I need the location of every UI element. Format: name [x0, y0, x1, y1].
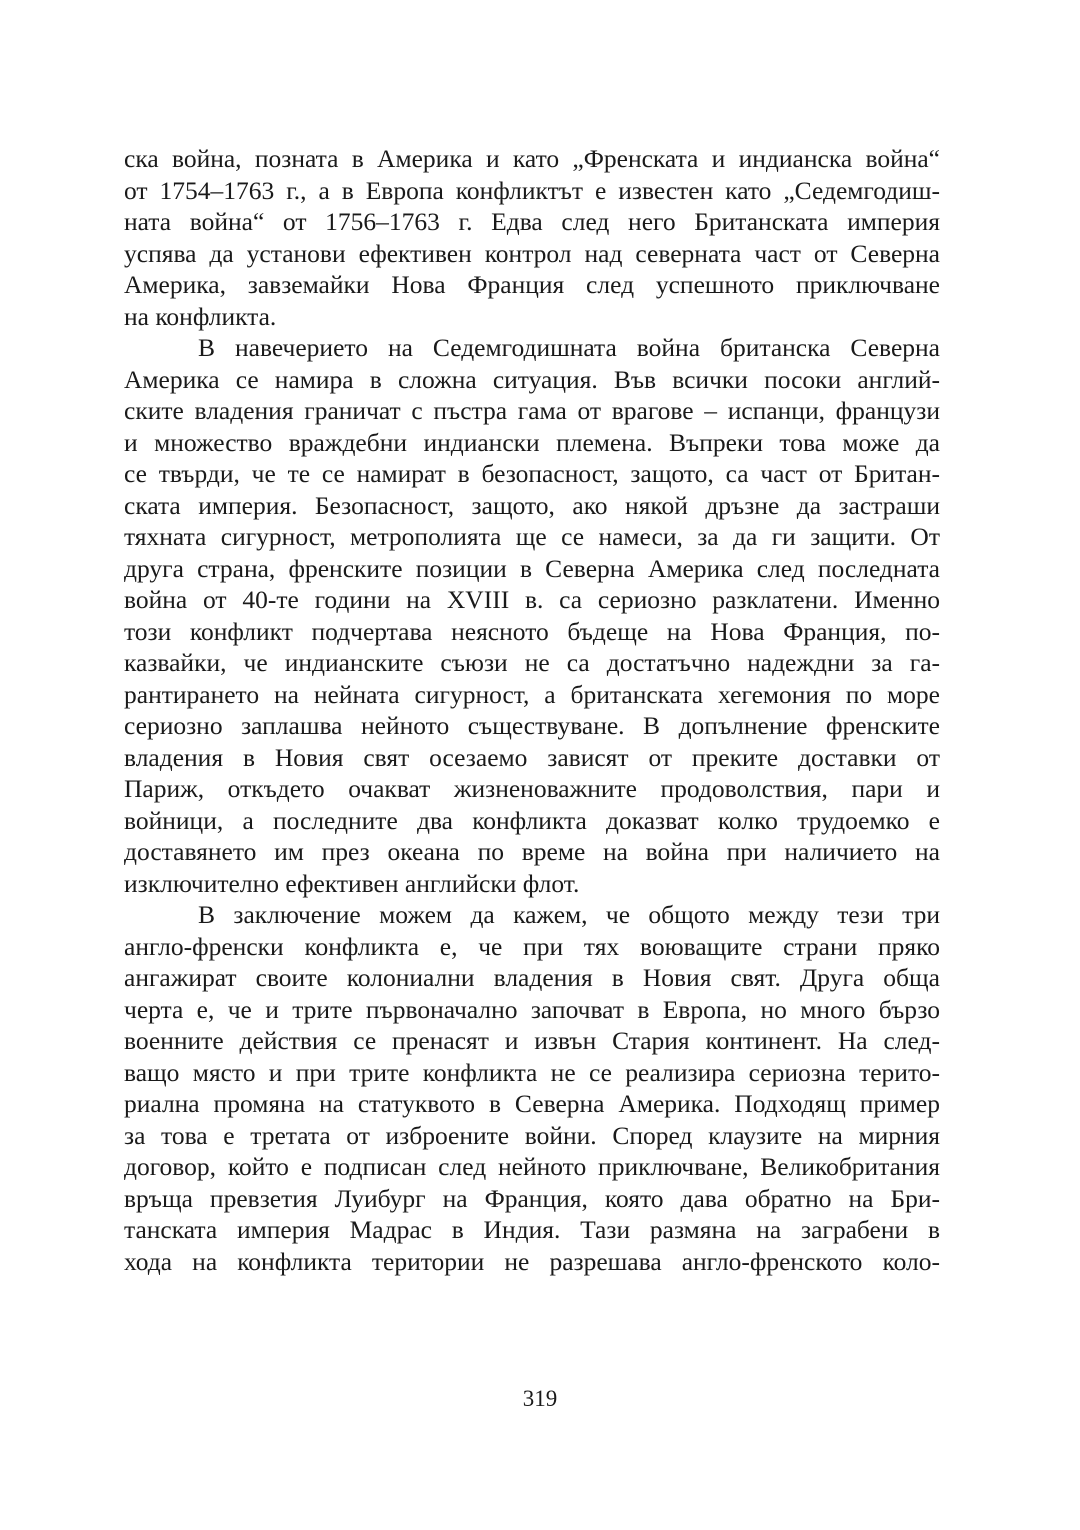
text-line: военните действия се пренасят и извън Стария континент. На след- [124, 1026, 940, 1055]
text-line: война от 40-те години на XVIII в. са сериозно разклатени. Именно [124, 585, 940, 614]
text-line: ангажират своите колониални владения в Новия свят. Друга обща [124, 963, 940, 992]
text-line: и множество враждебни индиански племена. Въпреки това може да [124, 427, 940, 457]
text-line: успява да установи ефективен контрол над северната част от Северна [124, 238, 940, 268]
text-line: изключително ефективен английски флот. [124, 868, 580, 898]
text-line: Париж, откъдето очакват жизненоважните продоволствия, пари и [124, 774, 940, 803]
body-text [124, 143, 940, 1277]
text-line: ващо място и при трите конфликта не се реализира сериозна терито- [124, 1057, 940, 1087]
text-line: доставянето им през океана по време на война при наличието на [124, 837, 940, 866]
text-line: ната война“ от 1756–1763 г. Едва след него Британската империя [124, 207, 940, 236]
text-line: Америка, завземайки Нова Франция след успешното приключване [124, 270, 940, 299]
text-line: рантирането на нейната сигурност, а британската хегемония по море [124, 679, 940, 709]
text-line: от 1754–1763 г., а в Европа конфликтът е известен като „Седемгодиш- [124, 175, 940, 205]
text-line: казвайки, че индианските съюзи не са достатъчно надеждни за га- [124, 648, 940, 677]
text-line: този конфликт подчертава неясното бъдеще на Нова Франция, по- [124, 616, 940, 646]
text-line: войници, а последните два конфликта доказват колко трудоемко е [124, 805, 940, 835]
text-line: танската империя Мадрас в Индия. Тази размяна на заграбени в [124, 1215, 940, 1244]
text-line: на конфликта. [124, 301, 277, 331]
text-line: сериозно заплашва нейното съществуване. В допълнение френските [124, 711, 940, 740]
text-line: черта е, че и трите първоначално започват в Европа, но много бързо [124, 994, 940, 1024]
text-line: ска война, позната в Америка и като „Френската и индианска война“ [124, 144, 940, 173]
text-line: Америка се намира в сложна ситуация. Във всички посоки англий- [124, 364, 940, 394]
text-line: риална промяна на статуквото в Северна Америка. Подходящ пример [124, 1089, 940, 1118]
text-line: договор, който е подписан след нейното приключване, Великобритания [124, 1152, 940, 1181]
text-line: хода на конфликта територии не разрешава англо-френското коло- [124, 1246, 940, 1276]
text-line: друга страна, френските позиции в Северна Америка след последната [124, 553, 940, 583]
page-number: 319 [522, 1386, 558, 1411]
text-line: се твърди, че те се намират в безопасност, защото, са част от Британ- [124, 459, 940, 488]
paragraph-first-line: В заключение можем да кажем, че общото между тези три [198, 900, 940, 929]
text-line: владения в Новия свят осезаемо зависят от преките доставки от [124, 742, 940, 772]
text-line: връща превзетия Луибург на Франция, която дава обратно на Бри- [124, 1183, 940, 1213]
paragraph-first-line: В навечерието на Седемгодишната война британска Северна [198, 333, 940, 362]
text-line: тяхната сигурност, метрополията ще се намеси, за да ги защити. От [124, 522, 940, 551]
text-line: англо-френски конфликта е, че при тях воюващите страни пряко [124, 931, 940, 961]
text-line: ските владения граничат с пъстра гама от врагове – испанци, французи [124, 396, 940, 425]
text-line: за това е третата от изброените войни. Според клаузите на мирния [124, 1120, 940, 1150]
text-line: ската империя. Безопасност, защото, ако някой дръзне да застраши [124, 490, 940, 520]
